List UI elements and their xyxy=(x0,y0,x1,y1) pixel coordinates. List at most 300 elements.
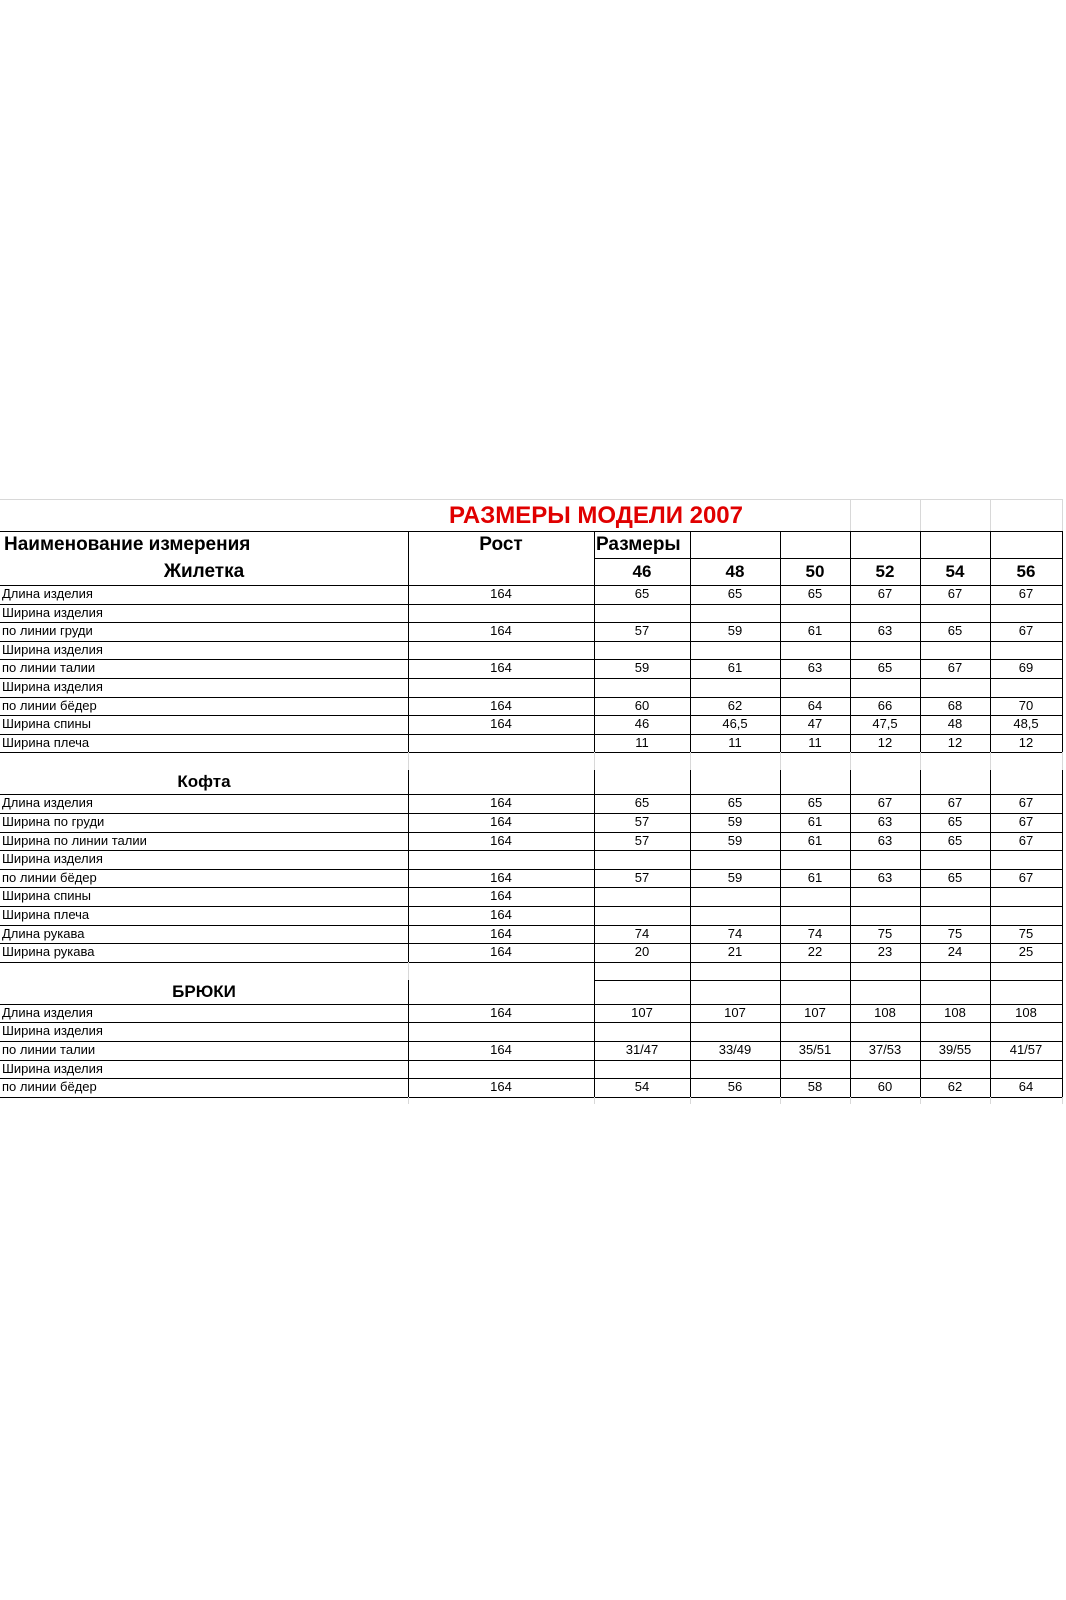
grid-line xyxy=(408,1078,409,1097)
grid-line xyxy=(594,715,595,734)
table-row xyxy=(0,943,1066,962)
grid-line xyxy=(990,715,991,734)
size-value xyxy=(690,906,780,925)
grid-line xyxy=(408,604,409,623)
height-value: 164 xyxy=(490,944,512,960)
grid-line xyxy=(408,943,409,962)
grid-line xyxy=(690,659,691,678)
grid-line xyxy=(850,770,851,794)
grid-line xyxy=(408,622,409,641)
grid-line xyxy=(780,659,781,678)
size-value xyxy=(780,1022,850,1041)
grid-line xyxy=(1062,832,1063,851)
measurement-label: по линии бёдер xyxy=(2,869,97,885)
grid-line xyxy=(780,813,781,832)
grid-line xyxy=(920,887,921,906)
measurement-label: по линии груди xyxy=(2,623,93,639)
height-value: 164 xyxy=(490,716,512,732)
measurement-label: Ширина рукава xyxy=(2,944,95,960)
height-value: 164 xyxy=(490,925,512,941)
grid-line xyxy=(780,925,781,944)
table-row xyxy=(0,832,1066,851)
size-value: 67 xyxy=(1018,623,1034,639)
grid-line xyxy=(594,558,595,585)
table-row xyxy=(0,697,1066,716)
grid-line xyxy=(690,585,691,604)
size-value: 12 xyxy=(1018,734,1034,750)
height-value: 164 xyxy=(490,832,512,848)
grid-line xyxy=(780,962,781,980)
size-header: 56 xyxy=(1016,562,1036,581)
grid-line xyxy=(850,531,851,558)
grid-line xyxy=(1062,659,1063,678)
section-name: Жилетка xyxy=(163,561,245,582)
grid-line xyxy=(780,1004,781,1023)
size-value xyxy=(780,1060,850,1079)
grid-line xyxy=(990,1097,991,1104)
height-value xyxy=(408,604,594,623)
grid-line xyxy=(1062,641,1063,660)
grid-line xyxy=(850,558,851,585)
measurement-label: Ширина плеча xyxy=(2,734,90,750)
grid-line xyxy=(690,558,691,585)
page-title: РАЗМЕРЫ МОДЕЛИ 2007 xyxy=(448,502,744,529)
size-value: 68 xyxy=(947,697,963,713)
grid-line xyxy=(990,770,991,794)
grid-line xyxy=(920,641,921,660)
height-value: 164 xyxy=(490,1079,512,1095)
size-value xyxy=(920,678,990,697)
size-value xyxy=(594,678,690,697)
size-value: 65 xyxy=(947,814,963,829)
size-value xyxy=(594,604,690,623)
grid-line xyxy=(780,980,781,1004)
size-value xyxy=(920,850,990,869)
size-value: 65 xyxy=(634,586,650,601)
measurement-label: Длина изделия xyxy=(2,795,93,811)
grid-line xyxy=(408,558,409,585)
size-value xyxy=(690,1022,780,1041)
grid-line xyxy=(1062,906,1063,925)
size-value: 61 xyxy=(807,832,823,848)
grid-line xyxy=(594,531,595,558)
table-row xyxy=(0,715,1066,734)
grid-line xyxy=(1062,1097,1063,1104)
size-value xyxy=(990,678,1062,697)
size-value xyxy=(594,1060,690,1079)
table-row xyxy=(0,794,1066,813)
grid-line xyxy=(408,734,409,753)
size-value: 59 xyxy=(727,832,743,848)
size-value xyxy=(990,1022,1062,1041)
grid-line xyxy=(1062,962,1063,980)
size-header: 50 xyxy=(805,562,825,581)
grid-line xyxy=(850,715,851,734)
size-value: 47 xyxy=(807,716,823,732)
table-row xyxy=(0,906,1066,925)
size-header: 48 xyxy=(725,562,745,581)
size-value: 35/51 xyxy=(798,1042,832,1057)
grid-line xyxy=(1062,558,1063,585)
size-value: 57 xyxy=(634,832,650,848)
grid-line xyxy=(850,499,851,531)
size-value: 59 xyxy=(727,623,743,639)
grid-line xyxy=(990,925,991,944)
grid-line xyxy=(690,531,691,558)
size-value: 70 xyxy=(1018,697,1034,713)
grid-line xyxy=(594,1004,595,1023)
grid-line xyxy=(1062,794,1063,813)
grid-line xyxy=(990,1004,991,1023)
size-value xyxy=(920,641,990,660)
grid-line xyxy=(920,813,921,832)
grid-line xyxy=(920,622,921,641)
grid-line xyxy=(990,499,991,531)
size-value: 59 xyxy=(727,869,743,885)
size-value xyxy=(780,604,850,623)
grid-line xyxy=(1062,752,1063,770)
grid-line xyxy=(408,585,409,604)
grid-line xyxy=(1062,1004,1063,1023)
header-height: Рост xyxy=(479,534,523,555)
grid-line xyxy=(690,813,691,832)
size-value: 65 xyxy=(807,795,823,811)
grid-line xyxy=(408,887,409,906)
size-value: 12 xyxy=(877,734,893,750)
grid-line xyxy=(850,980,851,1004)
grid-line xyxy=(920,906,921,925)
grid-line xyxy=(780,715,781,734)
grid-line xyxy=(990,641,991,660)
size-value: 67 xyxy=(877,586,893,601)
size-value: 66 xyxy=(877,697,893,713)
grid-line xyxy=(990,734,991,753)
grid-line xyxy=(990,531,991,558)
size-value xyxy=(780,906,850,925)
grid-line xyxy=(920,869,921,888)
grid-line xyxy=(920,734,921,753)
size-value: 64 xyxy=(1018,1079,1034,1095)
grid-line xyxy=(690,980,691,1004)
measurement-label: Ширина плеча xyxy=(2,907,90,922)
grid-line xyxy=(780,622,781,641)
grid-line xyxy=(920,1041,921,1060)
grid-line xyxy=(594,925,595,944)
grid-line xyxy=(594,622,595,641)
grid-line xyxy=(1062,499,1063,531)
size-value: 57 xyxy=(634,869,650,885)
grid-line xyxy=(780,943,781,962)
size-value xyxy=(690,641,780,660)
measurement-label: Ширина спины xyxy=(2,716,92,732)
size-value xyxy=(850,850,920,869)
size-value: 58 xyxy=(807,1079,823,1095)
height-value xyxy=(408,850,594,869)
size-value: 69 xyxy=(1018,660,1034,676)
grid-line xyxy=(780,1041,781,1060)
grid-line xyxy=(690,869,691,888)
grid-line xyxy=(780,641,781,660)
size-value: 75 xyxy=(877,925,893,941)
grid-line xyxy=(1062,1041,1063,1060)
grid-line xyxy=(920,715,921,734)
grid-line xyxy=(408,869,409,888)
size-value: 67 xyxy=(1018,795,1034,811)
table-row xyxy=(0,678,1066,697)
size-value xyxy=(690,887,780,906)
height-value xyxy=(408,1022,594,1041)
grid-line xyxy=(1062,1060,1063,1079)
grid-line xyxy=(594,1097,595,1104)
size-value xyxy=(780,850,850,869)
grid-line xyxy=(990,558,991,585)
grid-line xyxy=(780,869,781,888)
grid-line xyxy=(850,887,851,906)
grid-line xyxy=(920,499,921,531)
table-row xyxy=(0,1041,1066,1060)
size-value xyxy=(850,678,920,697)
size-value: 107 xyxy=(631,1004,653,1020)
size-value: 25 xyxy=(1018,944,1034,960)
measurement-label: Ширина изделия xyxy=(2,641,103,657)
size-value: 56 xyxy=(727,1079,743,1095)
measurement-label: Ширина спины xyxy=(2,888,92,904)
size-value: 20 xyxy=(634,944,650,960)
grid-line xyxy=(1062,604,1063,623)
size-header: 52 xyxy=(875,562,895,581)
grid-line xyxy=(920,925,921,944)
size-value xyxy=(780,678,850,697)
grid-line xyxy=(594,734,595,753)
grid-line xyxy=(594,794,595,813)
size-value: 67 xyxy=(1018,586,1034,601)
section-header xyxy=(0,558,1066,585)
grid-line xyxy=(920,794,921,813)
size-value: 108 xyxy=(944,1004,966,1020)
grid-line xyxy=(1062,697,1063,716)
grid-line xyxy=(780,794,781,813)
size-value: 22 xyxy=(807,944,823,960)
size-value: 62 xyxy=(727,697,743,713)
size-value: 21 xyxy=(727,944,743,960)
grid-line xyxy=(780,887,781,906)
header-row xyxy=(0,531,1066,558)
grid-line xyxy=(850,1097,851,1104)
grid-line xyxy=(594,1060,595,1079)
grid-line xyxy=(990,832,991,851)
table-row xyxy=(0,813,1066,832)
size-value xyxy=(780,887,850,906)
grid-line xyxy=(408,813,409,832)
size-value: 62 xyxy=(947,1079,963,1095)
grid-line xyxy=(594,1078,595,1097)
grid-line xyxy=(920,962,921,980)
grid-line xyxy=(594,980,595,1004)
size-value: 65 xyxy=(877,660,893,676)
size-value: 65 xyxy=(634,795,650,811)
grid-line xyxy=(408,752,409,770)
grid-line xyxy=(990,794,991,813)
table-row xyxy=(0,734,1066,753)
measurement-label: Ширина изделия xyxy=(2,851,103,867)
size-value: 24 xyxy=(947,944,963,960)
size-value: 74 xyxy=(727,925,743,941)
grid-line xyxy=(690,1078,691,1097)
grid-line xyxy=(408,1022,409,1041)
size-value: 23 xyxy=(877,944,893,960)
grid-line xyxy=(920,697,921,716)
grid-line xyxy=(850,906,851,925)
grid-line xyxy=(850,678,851,697)
table-row xyxy=(0,1004,1066,1023)
header-name: Наименование измерения xyxy=(4,534,251,555)
grid-line xyxy=(990,585,991,604)
size-value: 63 xyxy=(877,869,893,885)
table-row xyxy=(0,641,1066,660)
grid-line xyxy=(990,678,991,697)
grid-line xyxy=(408,832,409,851)
size-value xyxy=(920,887,990,906)
measurement-label: Ширина по груди xyxy=(2,814,105,829)
grid-line xyxy=(594,850,595,869)
size-value xyxy=(594,906,690,925)
size-value: 67 xyxy=(947,586,963,601)
size-value xyxy=(594,1022,690,1041)
size-value: 64 xyxy=(807,697,823,713)
grid-line xyxy=(780,678,781,697)
table-row xyxy=(0,604,1066,623)
size-value: 60 xyxy=(877,1079,893,1095)
grid-line xyxy=(850,604,851,623)
grid-line xyxy=(850,1078,851,1097)
size-value xyxy=(690,1060,780,1079)
grid-line xyxy=(0,752,1062,753)
grid-line xyxy=(780,604,781,623)
size-value: 61 xyxy=(807,623,823,639)
grid-line xyxy=(780,1022,781,1041)
section-header xyxy=(0,980,1066,1004)
grid-line xyxy=(1062,850,1063,869)
grid-line xyxy=(990,1022,991,1041)
grid-line xyxy=(850,1004,851,1023)
grid-line xyxy=(780,558,781,585)
measurement-label: по линии бёдер xyxy=(2,697,97,713)
size-value: 67 xyxy=(1018,832,1034,848)
size-value xyxy=(990,1060,1062,1079)
size-value: 46 xyxy=(634,716,650,732)
grid-line xyxy=(408,1041,409,1060)
size-value xyxy=(990,850,1062,869)
size-value: 67 xyxy=(947,660,963,676)
size-header: 54 xyxy=(945,562,965,581)
size-value: 75 xyxy=(1018,925,1034,941)
measurement-label: Ширина изделия xyxy=(2,1023,103,1039)
grid-line xyxy=(920,659,921,678)
size-value xyxy=(850,906,920,925)
height-value: 164 xyxy=(490,814,512,829)
grid-line xyxy=(780,832,781,851)
grid-line xyxy=(690,794,691,813)
grid-line xyxy=(920,850,921,869)
size-header: 46 xyxy=(632,562,652,581)
size-value: 65 xyxy=(807,586,823,601)
size-value: 61 xyxy=(807,814,823,829)
grid-line xyxy=(690,604,691,623)
size-value: 65 xyxy=(727,795,743,811)
table-row xyxy=(0,659,1066,678)
grid-line xyxy=(850,794,851,813)
grid-line xyxy=(1062,715,1063,734)
grid-line xyxy=(1062,678,1063,697)
size-value: 39/55 xyxy=(938,1042,972,1057)
height-value: 164 xyxy=(490,660,512,676)
grid-line xyxy=(850,925,851,944)
grid-line xyxy=(780,906,781,925)
grid-line xyxy=(920,604,921,623)
size-value: 63 xyxy=(807,660,823,676)
size-value: 37/53 xyxy=(868,1042,902,1057)
grid-line xyxy=(920,752,921,770)
size-value: 65 xyxy=(727,586,743,601)
grid-line xyxy=(690,770,691,794)
grid-line xyxy=(990,943,991,962)
size-value: 108 xyxy=(1015,1004,1037,1020)
grid-line xyxy=(1062,813,1063,832)
grid-line xyxy=(408,1097,409,1104)
grid-line xyxy=(690,1004,691,1023)
grid-line xyxy=(594,943,595,962)
size-value: 11 xyxy=(728,734,742,750)
grid-line xyxy=(408,906,409,925)
size-value: 59 xyxy=(634,660,650,676)
grid-line xyxy=(408,659,409,678)
height-value: 164 xyxy=(490,888,512,904)
size-value xyxy=(850,1022,920,1041)
size-value: 108 xyxy=(874,1004,896,1020)
height-value: 164 xyxy=(490,697,512,713)
height-value xyxy=(408,641,594,660)
size-value xyxy=(920,1022,990,1041)
size-value xyxy=(594,887,690,906)
measurement-label: Длина рукава xyxy=(2,925,85,941)
table-row xyxy=(0,1078,1066,1097)
grid-line xyxy=(990,813,991,832)
size-value: 65 xyxy=(947,623,963,639)
grid-line xyxy=(594,697,595,716)
size-value: 74 xyxy=(634,925,650,941)
height-value xyxy=(408,1060,594,1079)
grid-line xyxy=(850,585,851,604)
grid-line xyxy=(920,943,921,962)
grid-line xyxy=(690,697,691,716)
grid-line xyxy=(594,604,595,623)
grid-line xyxy=(850,1060,851,1079)
grid-line xyxy=(594,752,595,770)
height-value xyxy=(408,734,594,753)
grid-line xyxy=(690,925,691,944)
table-row xyxy=(0,887,1066,906)
grid-line xyxy=(990,887,991,906)
size-value xyxy=(850,641,920,660)
grid-line xyxy=(990,1041,991,1060)
size-value: 57 xyxy=(634,623,650,639)
height-value: 164 xyxy=(490,907,512,922)
grid-line xyxy=(780,1097,781,1104)
size-value: 61 xyxy=(727,660,743,676)
grid-line xyxy=(690,887,691,906)
size-value xyxy=(990,887,1062,906)
size-value: 48 xyxy=(947,716,963,732)
